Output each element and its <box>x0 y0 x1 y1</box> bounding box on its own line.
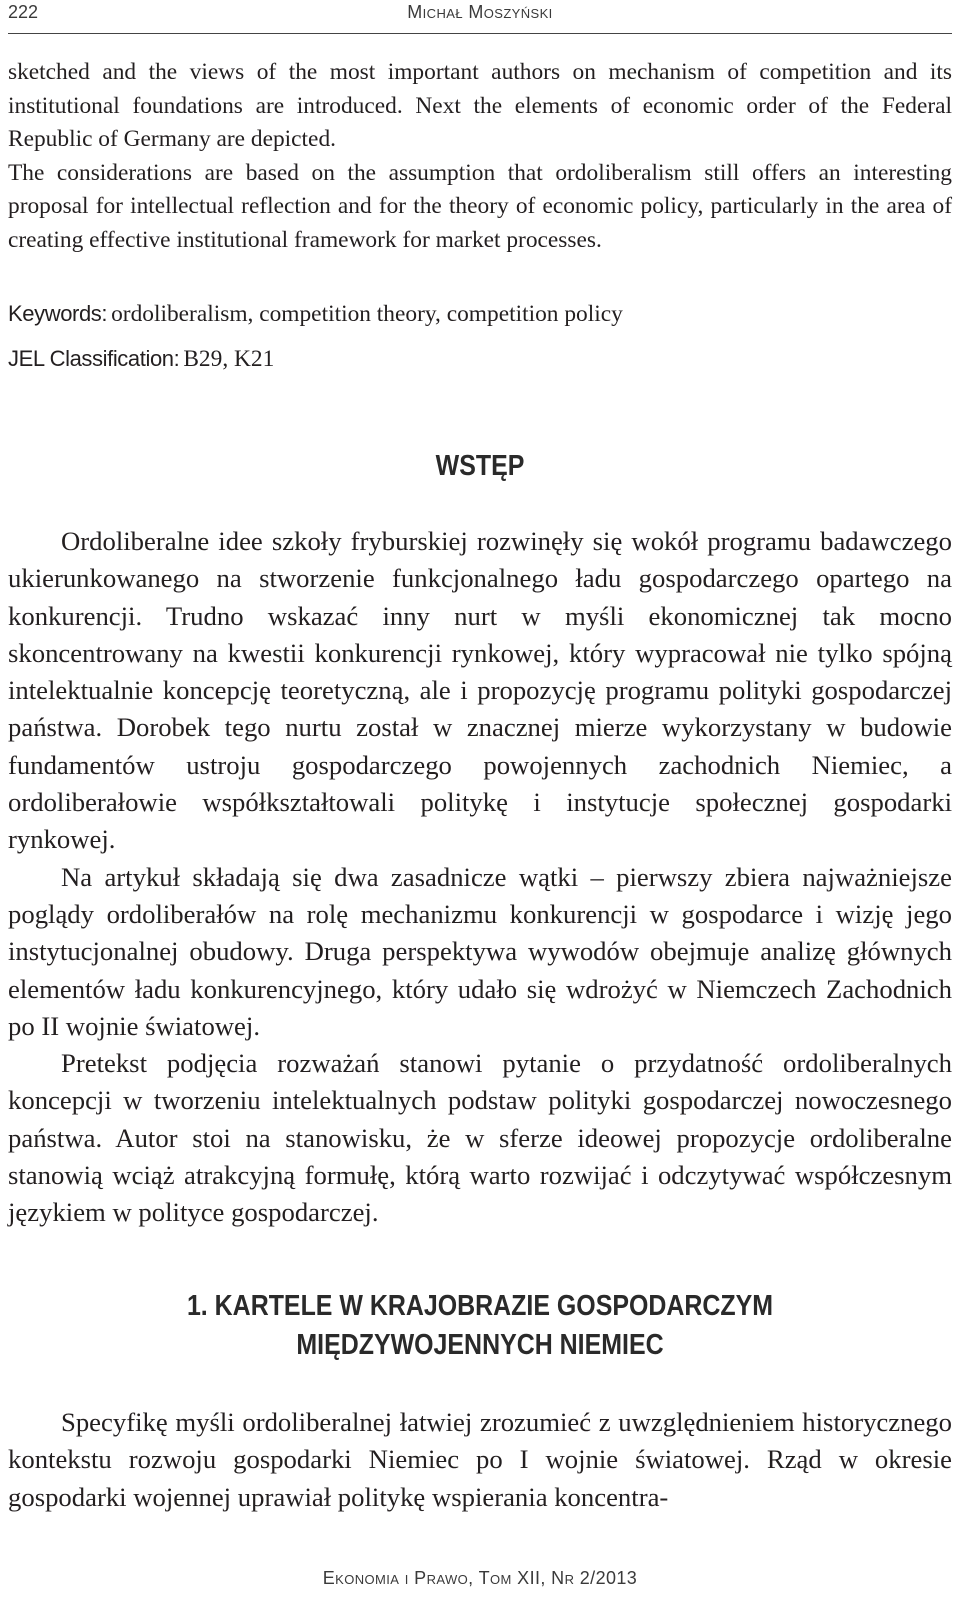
keywords-label: Keywords: <box>8 301 108 326</box>
body-paragraph: Pretekst podjęcia rozważań stanowi pytanie o przydatność ordoliberalnych koncepcji w tworzeniu intelektualnych podstaw polityki gospodarczej nowoczesnego państwa. Autor stoi na stanowisku, że w sferze ideowej propozycje ordoliberalne stanowią wciąż atrakcyjną formułę, którą warto rozwijać i odczytywać współczesnym językiem w polityce gospodarczej. <box>8 1048 952 1228</box>
journal-footer: Ekonomia i Prawo, Tom XII, Nr 2/2013 <box>322 1568 638 1588</box>
section-heading-line: MIĘDZYWOJENNYCH NIEMIEC <box>296 1329 664 1361</box>
body-paragraph: Ordoliberalne idee szkoły fryburskiej rozwinęły się wokół programu badawczego ukierunkowanego na stworzenie funkcjonalnego ładu gospodarczego opartego na konkurencji. Trudno wskazać inny nurt w myśli ekonomicznej tak mocno skoncentrowany na kwestii konkurencji rynkowej, który wypracował nie tylko spójną intelektualnie koncepcję teoretyczną, ale i propozycję programu polityki gospodarczej państwa. Dorobek tego nurtu został w znacznej mierze wykorzystany w budowie fundamentów ustroju gospodarczego powojennych zachodnich Niemiec, a ordoliberałowie współkształtowali politykę i instytucje społecznej gospodarki rynkowej. <box>8 526 952 855</box>
running-head <box>8 0 952 30</box>
header-rule <box>8 33 952 34</box>
intro-heading: WSTĘP <box>435 450 525 482</box>
jel-line <box>8 346 952 373</box>
intro-body <box>8 523 952 1232</box>
abstract-paragraph: sketched and the views of the most important authors on mechanism of competition and its institutional foundations are introduced. Next the elements of economic order of the Federal Republic of Germany are depicted. <box>8 59 952 152</box>
abstract-paragraph: The considerations are based on the assumption that ordoliberalism still offers an interesting proposal for intellectual reflection and for the theory of economic policy, particularly in the area of creating effective institutional framework for market processes. <box>8 159 952 253</box>
abstract <box>8 56 952 257</box>
body-paragraph: Na artykuł składają się dwa zasadnicze wątki – pierwszy zbiera najważniejsze poglądy ordoliberałów na rolę mechanizmu konkurencji w gospodarce i wizję jego instytucjonalnej obudowy. Druga perspektywa wywodów obejmuje analizę głównych elementów ładu konkurencyjnego, który udało się wdrożyć w Niemczech Zachodnich po II wojnie światowej. <box>8 861 952 1041</box>
jel-value: B29, K21 <box>183 346 275 372</box>
jel-label: JEL Classification: <box>8 346 180 371</box>
page-number: 222 <box>8 2 39 22</box>
section-heading <box>74 1287 886 1365</box>
section-body <box>8 1404 952 1516</box>
body-paragraph: Specyfikę myśli ordoliberalnej łatwiej zrozumieć z uwzględnieniem historycznego kontekstu rozwoju gospodarki Niemiec po I wojnie światowej. Rząd w okresie gospodarki wojennej uprawiał politykę wspierania koncentra- <box>8 1407 952 1512</box>
keywords-value: ordoliberalism, competition theory, competition policy <box>111 301 623 327</box>
keywords-line <box>8 301 952 328</box>
section-heading-line: 1. KARTELE W KRAJOBRAZIE GOSPODARCZYM <box>186 1290 774 1322</box>
running-head-author: Michał Moszyński <box>407 2 553 22</box>
